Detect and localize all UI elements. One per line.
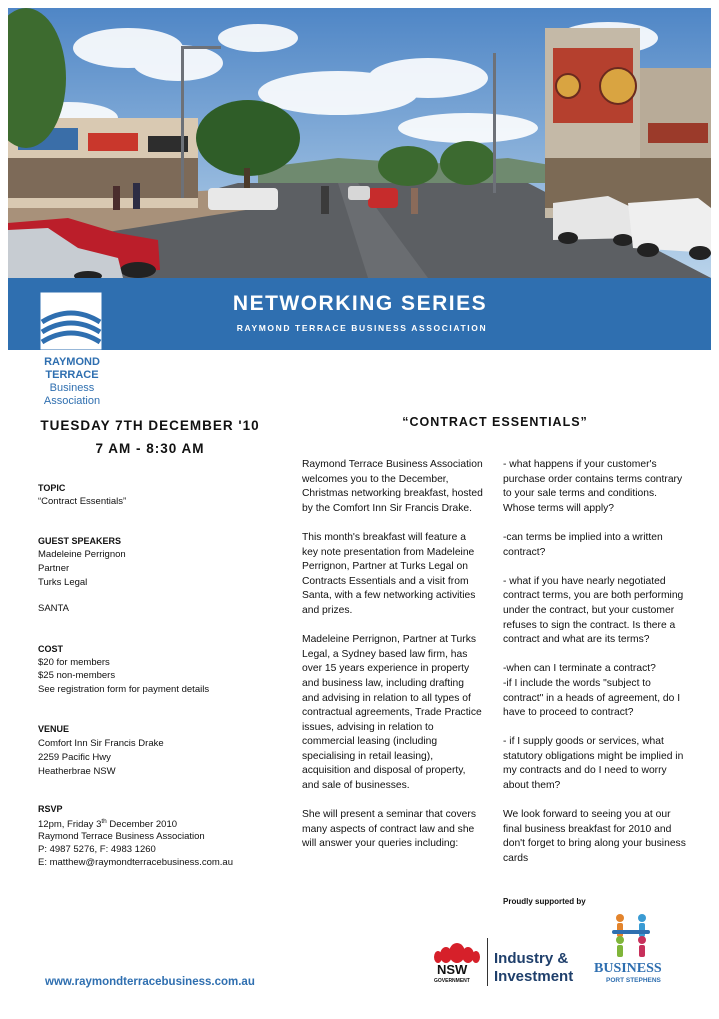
- cost-nonmembers: $25 non-members: [38, 670, 116, 681]
- venue-address: 2259 Pacific Hwy: [38, 752, 111, 763]
- col2-paragraph-4a: -when can I terminate a contract?: [503, 663, 656, 675]
- col2-paragraph-4b: -if I include the words "subject to contract" in a heads of agreement, do I have to proceed to contract?: [503, 677, 681, 719]
- body-column-1: [302, 458, 484, 852]
- guest-speakers-heading: GUEST SPEAKERS: [38, 536, 122, 546]
- cost-heading: COST: [38, 644, 64, 654]
- rsvp-deadline-prefix: 12pm, Friday 3: [38, 819, 102, 831]
- business-text: BUSINESS: [594, 961, 662, 976]
- venue-name: Comfort Inn Sir Francis Drake: [38, 738, 164, 749]
- rsvp-deadline-sup: th: [101, 818, 107, 825]
- event-time: 7 AM - 8:30 AM: [95, 441, 205, 456]
- col2-paragraph-3: - what if you have nearly negotiated contract terms, you are both performing under the contract, but your customer refuses to sign the contract. Is there a contract and what are its terms?: [503, 575, 684, 646]
- banner-subtitle: RAYMOND TERRACE BUSINESS ASSOCIATION: [236, 323, 488, 333]
- col1-paragraph-4: She will present a seminar that covers many aspects of contract law and she will answer your queries including:: [302, 809, 476, 850]
- nsw-text: NSW: [437, 962, 468, 977]
- col2-paragraph-2: -can terms be implied into a written contract?: [503, 531, 663, 558]
- speaker-extra: SANTA: [38, 603, 69, 614]
- body-column-2: [503, 458, 688, 867]
- speaker-role: Partner: [38, 563, 70, 574]
- rsvp-heading: RSVP: [38, 804, 63, 814]
- topic-value: “Contract Essentials”: [38, 496, 127, 507]
- logo-text-terrace: TERRACE: [45, 369, 99, 381]
- banner-title: NETWORKING SERIES: [232, 292, 488, 315]
- logo-text-association: Association: [43, 395, 101, 407]
- article-headline: “CONTRACT ESSENTIALS”: [402, 415, 588, 429]
- venue-suburb: Heatherbrae NSW: [38, 766, 116, 777]
- col1-paragraph-2: This month's breakfast will feature a key note presentation from Madeleine Perrignon, Partner at Turks Legal on Contracts Essentials and a visit from Santa, with a few networking activities and prizes.: [302, 531, 476, 616]
- cost-note: See registration form for payment details: [38, 684, 210, 695]
- venue-heading: VENUE: [38, 724, 70, 734]
- col1-paragraph-1: Raymond Terrace Business Association welcomes you to the December, Christmas networking breakfast, hosted by the Comfort Inn Sir Francis Drake.: [302, 459, 483, 514]
- speaker-firm: Turks Legal: [38, 577, 88, 588]
- event-date: TUESDAY 7TH DECEMBER '10: [40, 418, 260, 433]
- industry-investment-line1: Industry &: [494, 950, 569, 967]
- industry-investment-line2: Investment: [494, 968, 574, 985]
- rsvp-email[interactable]: E: matthew@raymondterracebusiness.com.au: [38, 857, 233, 868]
- nsw-government-text: GOVERNMENT: [434, 978, 470, 984]
- speaker-name: Madeleine Perrignon: [38, 549, 126, 560]
- cost-members: $20 for members: [38, 657, 110, 668]
- association-logo-icon: [40, 292, 102, 350]
- col2-paragraph-1: - what happens if your customer's purchase order contains terms contrary to your sale terms and conditions. Whose terms will apply?: [503, 459, 683, 514]
- sponsor-divider: [487, 938, 488, 986]
- rsvp-deadline-suffix: December 2010: [106, 819, 178, 831]
- port-stephens-text: PORT STEPHENS: [606, 977, 661, 984]
- hero-street-photo: [8, 8, 711, 278]
- rsvp-phone: P: 4987 5276, F: 4983 1260: [38, 844, 156, 855]
- topic-heading: TOPIC: [38, 483, 66, 493]
- col2-paragraph-6: We look forward to seeing you at our final business breakfast for 2010 and don't forget to bring along your business cards: [503, 809, 686, 865]
- logo-text-business: Business: [49, 382, 95, 394]
- business-port-stephens-logo-icon: [608, 910, 654, 958]
- support-label: Proudly supported by: [503, 897, 586, 906]
- footer-website-link[interactable]: www.raymondterracebusiness.com.au: [45, 976, 255, 988]
- col1-paragraph-3: Madeleine Perrignon, Partner at Turks Legal, a Sydney based law firm, has over 15 years experience in property and business law, including drafting and advising in relation to all types of contractual agreements, Trade Practice issues, advising in relation to commercial leasing (including specialising in retail leasing), acquisition and disposal of property, and sale of businesses.: [302, 634, 482, 792]
- rsvp-deadline: [38, 818, 177, 830]
- rsvp-organisation: Raymond Terrace Business Association: [38, 831, 205, 842]
- logo-text-raymond: RAYMOND: [44, 356, 100, 368]
- col2-paragraph-5: - if I supply goods or services, what statutory obligations might be implied in my contracts and do I need to worry about them?: [503, 736, 684, 792]
